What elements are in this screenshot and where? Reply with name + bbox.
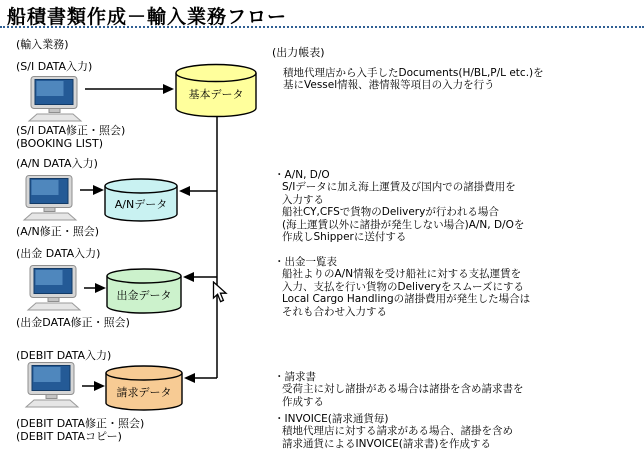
- db-payment-data-label: 出金データ: [116, 289, 172, 303]
- page-title: 船積書類作成－輸入業務フロー: [7, 6, 288, 28]
- db-billing-data: [105, 365, 183, 411]
- desc-title: ・請求書: [274, 371, 316, 383]
- arrow-spine-to-an-db: [179, 186, 217, 196]
- label-debit-data-input: (DEBIT DATA入力): [16, 349, 112, 362]
- desc-invoice-jp: [274, 371, 524, 408]
- desc-line: 請求通貨によるINVOICE(請求書)を作成する: [282, 437, 491, 450]
- label-an-data-input: (A/N DATA入力): [16, 157, 98, 170]
- desc-title: ・A/N, D/O: [274, 169, 330, 181]
- db-basic-data-label: 基本データ: [188, 88, 244, 102]
- db-basic-data: [175, 63, 257, 118]
- arrow-pc2-to-an-db: [80, 185, 104, 195]
- arrow-pc4-to-billing-db: [82, 381, 105, 391]
- desc-title: ・INVOICE(請求通貨毎): [274, 413, 389, 425]
- title-underline: [0, 26, 644, 28]
- desc-line: S/Iデータに加え海上運賃及び国内での諸掛費用を: [282, 181, 516, 194]
- desc-line: Local Cargo Handlingの諸掛費用が発生した場合は: [282, 293, 531, 306]
- desc-line: 船社よりのA/N情報を受け船社に対する支払運賃を: [282, 268, 522, 281]
- desc-line: 入力、支払を行い貨物のDeliveryをスムーズにする: [282, 280, 525, 293]
- desc-title: ・出金一覧表: [274, 256, 337, 268]
- computer-icon: [22, 175, 78, 221]
- desc-line: 作成する: [282, 395, 324, 408]
- computer-icon: [24, 362, 80, 408]
- desc-an-do: [274, 169, 524, 243]
- label-output-forms: (出力帳表): [272, 46, 325, 59]
- computer-icon: [26, 265, 82, 311]
- desc-line: 作成しShipperに送付する: [282, 231, 407, 244]
- label-si-data-edit: (S/I DATA修正・照会): [16, 124, 126, 137]
- desc-line: それも合わせ入力する: [282, 305, 387, 318]
- label-payment-data-input: (出金 DATA入力): [16, 247, 101, 260]
- arrow-spine-to-billing-db: [184, 373, 217, 383]
- label-booking-list: (BOOKING LIST): [16, 137, 104, 150]
- db-an-data: [104, 178, 178, 222]
- label-an-edit: (A/N修正・照会): [16, 225, 100, 238]
- arrow-pc3-to-payment-db: [84, 283, 106, 293]
- label-debit-data-edit: (DEBIT DATA修正・照会): [16, 417, 145, 430]
- label-si-data-input: (S/I DATA入力): [16, 60, 93, 73]
- label-import-business: (輸入業務): [16, 38, 69, 51]
- desc-invoice-currency: [274, 413, 513, 450]
- db-billing-data-label: 請求データ: [116, 386, 172, 400]
- computer-icon: [27, 76, 83, 122]
- desc-line: 入力する: [282, 193, 324, 206]
- desc-line: 基にVessel情報、港情報等項目の入力を行う: [283, 79, 495, 92]
- label-payment-data-edit: (出金DATA修正・照会): [16, 316, 130, 329]
- label-debit-data-copy: (DEBIT DATAコピー): [16, 430, 122, 443]
- desc-line: 積地代理店から入手したDocuments(H/BL,P/L etc.)を: [283, 67, 544, 79]
- mouse-cursor: [212, 281, 229, 304]
- desc-basic-data: [283, 67, 544, 92]
- desc-payment-list: [274, 256, 530, 318]
- desc-line: 受荷主に対し諸掛がある場合は諸掛を含め請求書を: [282, 383, 524, 396]
- desc-line: 船社CY,CFSで貨物のDeliveryが行われる場合: [282, 206, 499, 219]
- desc-line: (海上運賃以外に諸掛が発生しない場合)A/N, D/Oを: [282, 218, 525, 231]
- desc-line: 積地代理店に対する請求がある場合、諸掛を含め: [282, 425, 513, 438]
- arrow-pc1-to-basic-db: [85, 84, 174, 94]
- db-an-data-label: A/Nデータ: [114, 198, 168, 212]
- db-payment-data: [106, 268, 182, 314]
